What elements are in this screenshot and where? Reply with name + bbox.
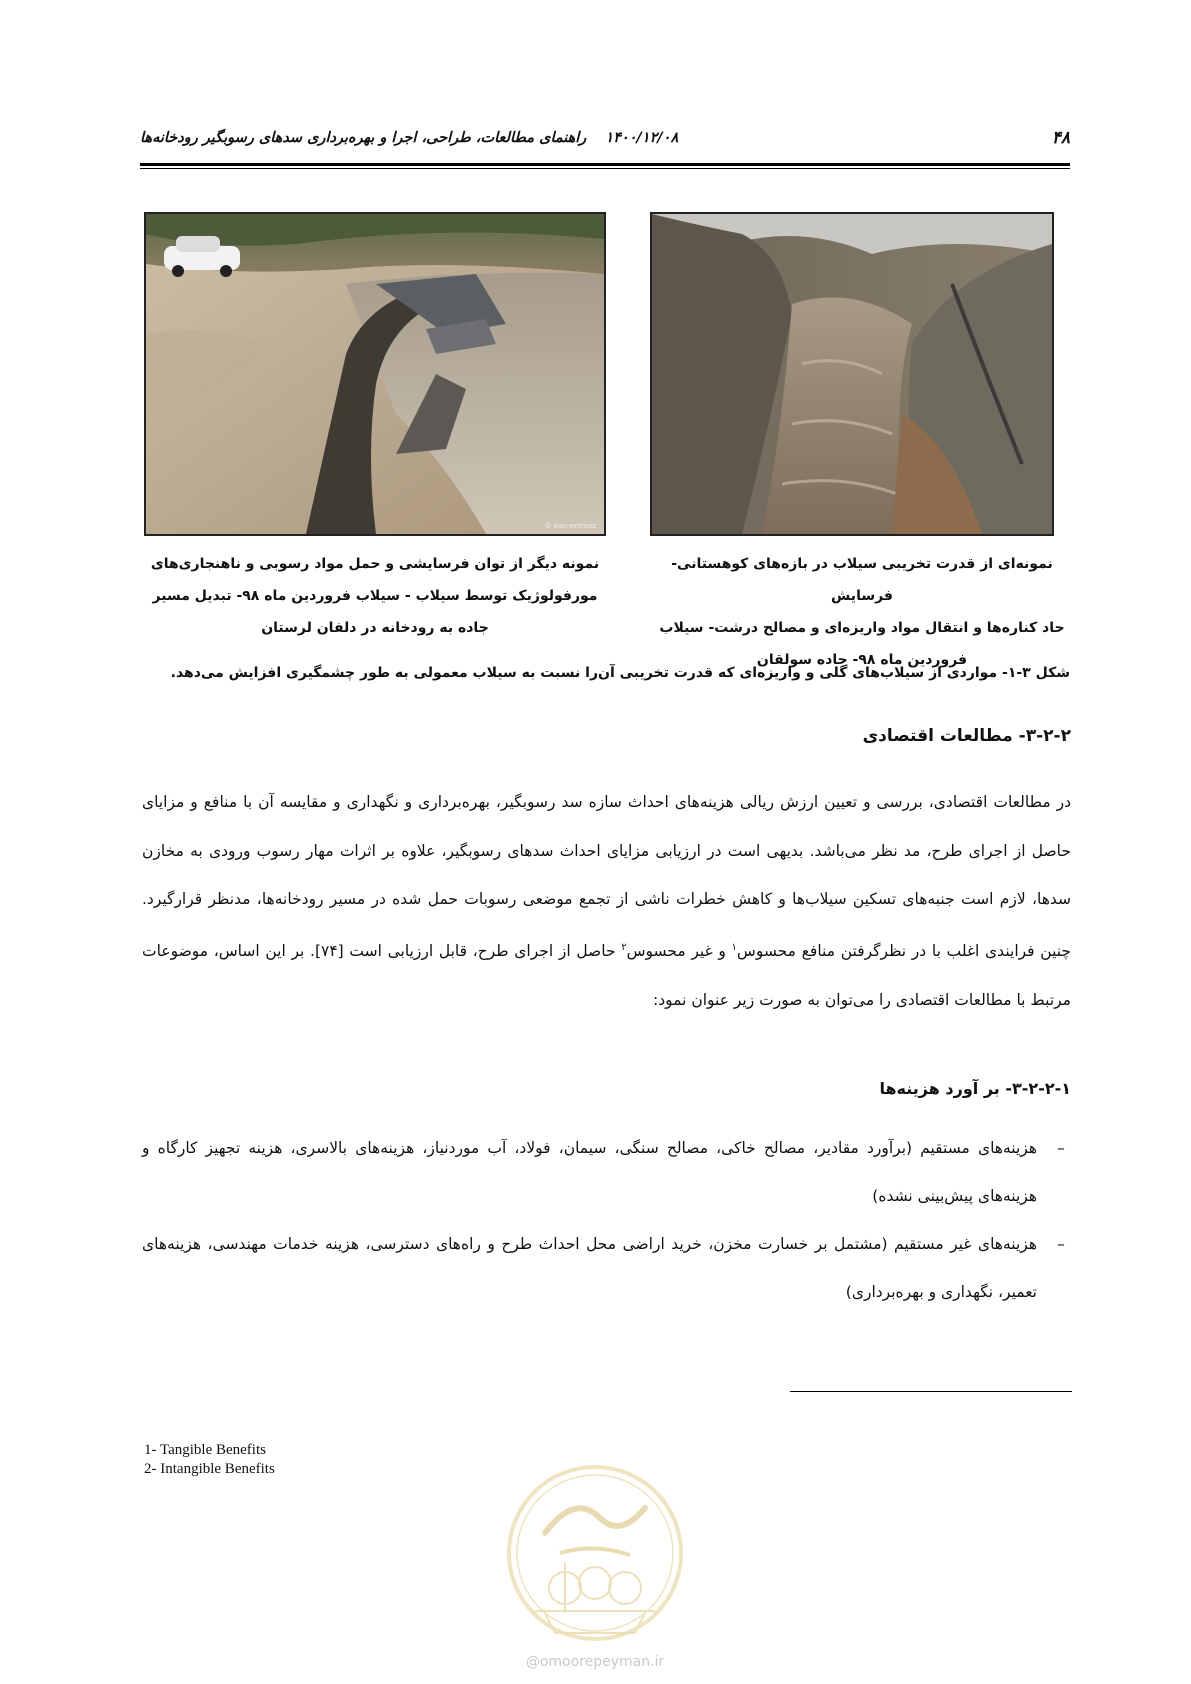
list-item xyxy=(142,1124,1071,1220)
para-text: در مطالعات اقتصادی، بررسی و تعیین ارزش ریالی هزینه‌های احداث سازه سد رسوبگیر، بهره‌برداری و نگهداری و مقایسه آن با منافع و مزایای حاصل از اجرای طرح، مد نظر می‌باشد. بدیهی است در ارزیابی مزایای احداث سدهای رسوبگیر، علاوه بر اثرات مهار رسوب ورودی به مخازن سدها، لازم است جنبه‌های تسکین سیلاب‌ها و کاهش خطرات ناشی از تجمع موضعی رسوبات حمل شده در مسیر رودخانه‌ها، مدنظر قرارگیرد. چنین فرایندی اغلب با در نظرگرفتن منافع محسوس xyxy=(142,793,1072,961)
list-item xyxy=(142,1220,1071,1316)
header-date: ۱۴۰۰/۱۲/۰۸ xyxy=(605,130,679,146)
footnote-2: 2- Intangible Benefits xyxy=(144,1461,275,1477)
caption-line: فروردین ماه ۹۸- جاده سولقان xyxy=(756,652,968,668)
caption-line: مورفولوژیک توسط سیلاب - سیلاب فروردین ماه ۹۸- تبدیل مسیر xyxy=(152,588,598,604)
footnote-1: 1- Tangible Benefits xyxy=(144,1442,266,1458)
seal-watermark xyxy=(505,1463,685,1643)
para-text: حاصل از اجرای طرح، قابل ارزیابی است [۷۴]. بر این اساس، موضوعات مرتبط با مطالعات اقتصادی را می‌توان به صورت زیر عنوان نمود: xyxy=(142,942,1071,1009)
page-number: ۴۸ xyxy=(1051,128,1070,148)
section-heading: ۳-۲-۲- مطالعات اقتصادی xyxy=(862,726,1071,746)
right-photo-caption xyxy=(648,548,1076,676)
para-text: و غیر محسوس xyxy=(626,942,732,961)
header-title: راهنمای مطالعات، طراحی، اجرا و بهره‌برداری سدهای رسوبگیر رودخانه‌ها xyxy=(140,130,587,146)
page-header xyxy=(140,128,1070,158)
website-watermark: @omoorepeyman.ir xyxy=(525,1654,665,1670)
header-rule xyxy=(140,163,1070,166)
bullet-dash: – xyxy=(1057,1235,1065,1253)
body-paragraph xyxy=(142,778,1071,1025)
mountain-flood-photo xyxy=(650,212,1054,536)
photo-watermark: © iran-emrooz xyxy=(544,522,596,530)
figure-caption: شکل ۳-۱- مواردی از سیلاب‌های گلی و واریزه‌ای که قدرت تخریبی آن‌را نسبت به سیلاب معمولی به طور چشمگیری افزایش می‌دهد. xyxy=(170,665,1070,681)
footnote-ref-2[interactable]: ۲ xyxy=(621,942,627,954)
footnote-ref-1[interactable]: ۱ xyxy=(731,942,737,954)
subsection-heading: ۳-۲-۲-۱- بر آورد هزینه‌ها xyxy=(879,1079,1071,1098)
caption-line: حاد کناره‌ها و انتقال مواد واریزه‌ای و مصالح درشت- سیلاب xyxy=(659,620,1065,636)
caption-line: نمونه‌ای از قدرت تخریبی سیلاب در بازه‌های کوهستانی- فرسایش xyxy=(671,556,1053,604)
left-photo-caption xyxy=(144,548,606,644)
list-item-text: هزینه‌های مستقیم (برآورد مقادیر، مصالح خاکی، مصالح سنگی، سیمان، فولاد، آب موردنیاز، هزینه‌های بالاسری، هزینه تجهیز کارگاه و هزینه‌های پیش‌بینی نشده) xyxy=(142,1139,1037,1205)
caption-line: جاده به رودخانه در دلفان لرستان xyxy=(261,620,489,636)
bullet-dash: – xyxy=(1057,1139,1065,1157)
header-rule-thin xyxy=(140,168,1070,169)
footnotes xyxy=(144,1441,275,1479)
caption-line: نمونه دیگر از توان فرسایشی و حمل مواد رسوبی و ناهنجاری‌های xyxy=(150,556,600,572)
list-item-text: هزینه‌های غیر مستقیم (مشتمل بر خسارت مخزن، خرید اراضی محل احداث طرح و راه‌های دسترسی، هزینه خدمات مهندسی، هزینه‌های تعمیر، نگهداری و بهره‌برداری) xyxy=(142,1235,1037,1301)
running-title xyxy=(140,130,678,146)
footnote-rule xyxy=(790,1391,1072,1392)
flooded-road-photo xyxy=(144,212,606,536)
